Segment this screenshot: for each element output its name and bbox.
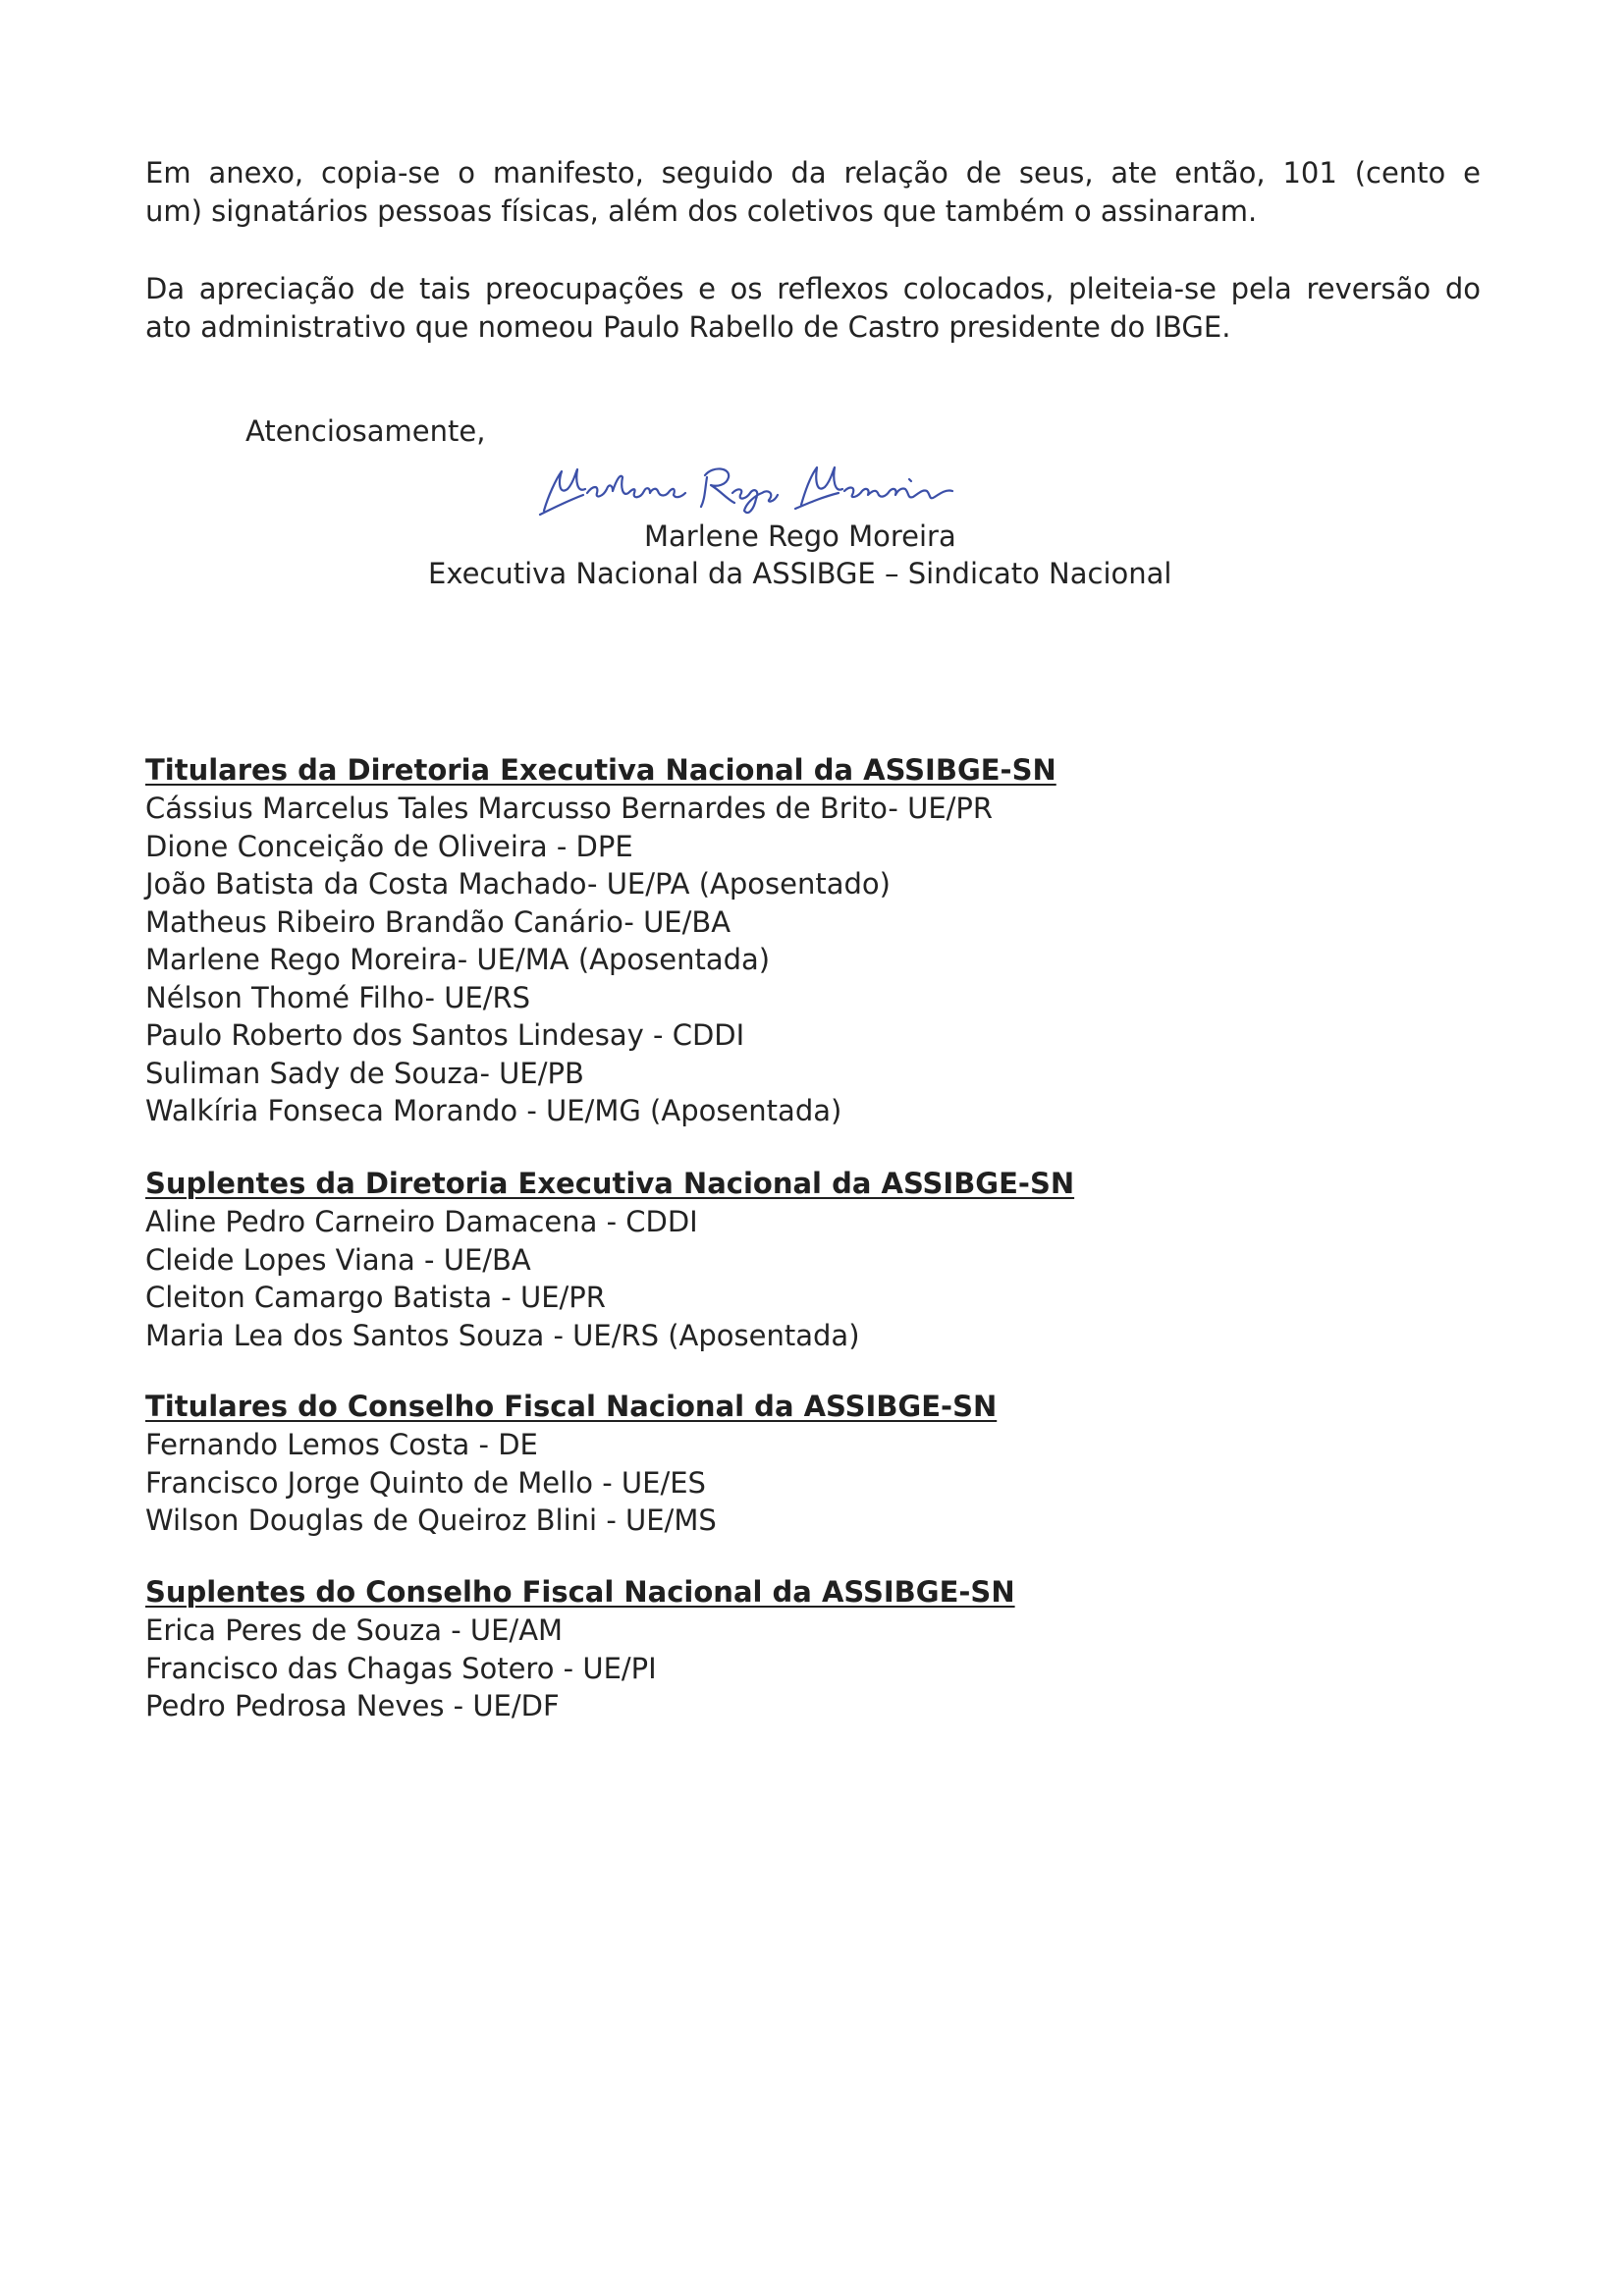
paragraph-line: Da apreciação de tais preocupações e os reflexos colocados, pleiteia-se pela reversão do [145,272,1481,305]
section-titulares-conselho [145,1388,1324,1540]
member-list [145,1426,1324,1540]
section-heading: Suplentes do Conselho Fiscal Nacional da ASSIBGE-SN [145,1575,1015,1609]
member-item: Francisco das Chagas Sotero - UE/PI [145,1651,657,1685]
member-list [145,1203,1324,1354]
closing-salutation: Atenciosamente, [245,414,486,448]
member-item: Marlene Rego Moreira- UE/MA (Aposentada) [145,943,771,976]
handwritten-signature [538,450,970,528]
section-titulares-diretoria [145,751,1324,1130]
member-item: João Batista da Costa Machado- UE/PA (Aposentado) [145,867,891,901]
member-item: Francisco Jorge Quinto de Mello - UE/ES [145,1465,706,1500]
member-item: Wilson Douglas de Queiroz Blini - UE/MS [145,1503,717,1537]
section-heading: Suplentes da Diretoria Executiva Nacional da ASSIBGE-SN [145,1167,1075,1200]
member-item: Pedro Pedrosa Neves - UE/DF [145,1689,560,1722]
member-item: Erica Peres de Souza - UE/AM [145,1613,564,1647]
signer-role: Executiva Nacional da ASSIBGE – Sindicato Nacional [428,557,1172,590]
member-item: Maria Lea dos Santos Souza - UE/RS (Aposentada) [145,1318,860,1352]
member-item: Cleide Lopes Viana - UE/BA [145,1242,531,1277]
paragraph-annex [145,154,1481,231]
member-item: Cleiton Camargo Batista - UE/PR [145,1281,606,1314]
section-suplentes-conselho [145,1573,1324,1725]
paragraph-line: um) signatários pessoas físicas, além dos coletivos que também o assinaram. [145,194,1258,228]
section-heading: Titulares do Conselho Fiscal Nacional da ASSIBGE-SN [145,1390,998,1423]
member-item: Cássius Marcelus Tales Marcusso Bernardes de Brito- UE/PR [145,792,994,825]
signer-name: Marlene Rego Moreira [644,519,956,553]
member-item: Fernando Lemos Costa - DE [145,1428,538,1461]
member-item: Suliman Sady de Souza- UE/PB [145,1056,584,1090]
member-list [145,1612,1324,1725]
section-heading: Titulares da Diretoria Executiva Nacional da ASSIBGE-SN [145,753,1056,787]
member-list [145,790,1324,1130]
paragraph-line: ato administrativo que nomeou Paulo Rabello de Castro presidente do IBGE. [145,310,1231,344]
member-item: Nélson Thomé Filho- UE/RS [145,980,531,1014]
paragraph-request [145,270,1481,347]
section-suplentes-diretoria [145,1165,1324,1354]
paragraph-line: Em anexo, copia-se o manifesto, seguido da relação de seus, ate então, 101 (cento e [145,156,1481,190]
member-item: Dione Conceição de Oliveira - DPE [145,829,633,863]
member-item: Walkíria Fonseca Morando - UE/MG (Aposentada) [145,1094,842,1127]
member-item: Paulo Roberto dos Santos Lindesay - CDDI [145,1018,745,1052]
member-item: Matheus Ribeiro Brandão Canário- UE/BA [145,904,731,939]
member-item: Aline Pedro Carneiro Damacena - CDDI [145,1205,698,1238]
